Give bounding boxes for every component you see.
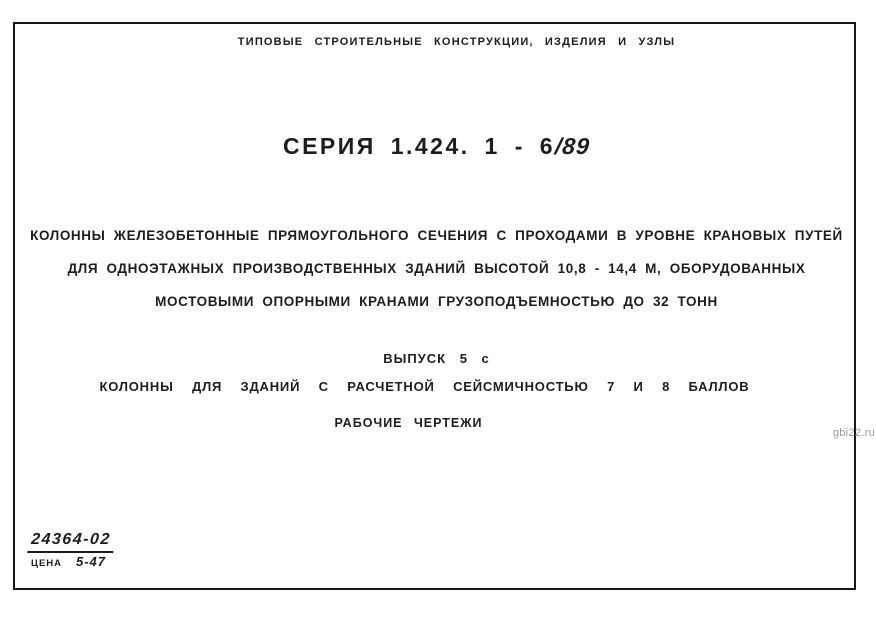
issue-subtitle: КОЛОННЫ ДЛЯ ЗДАНИЙ С РАСЧЕТНОЙ СЕЙСМИЧНОСТЬЮ 7 И 8 БАЛЛОВ (99, 379, 750, 394)
price-stamp (28, 531, 114, 569)
series-year-handwritten: /89 (553, 133, 592, 159)
issue-number: ВЫПУСК 5 с (383, 351, 490, 366)
price-label: ЦЕНА (31, 558, 62, 569)
price-value: 5-47 (76, 554, 107, 569)
title-line-2: ДЛЯ ОДНОЭТАЖНЫХ ПРОИЗВОДСТВЕННЫХ ЗДАНИЙ ВЫСОТОЙ 10,8 - 14,4 М, ОБОРУДОВАННЫХ (67, 261, 806, 276)
site-watermark: gbi22.ru (832, 427, 875, 439)
document-type-label: РАБОЧИЕ ЧЕРТЕЖИ (334, 416, 483, 430)
catalog-code: 24364-02 (27, 531, 114, 553)
document-main-title (15, 219, 858, 318)
series-title (15, 133, 858, 160)
document-category-header: ТИПОВЫЕ СТРОИТЕЛЬНЫЕ КОНСТРУКЦИИ, ИЗДЕЛИЯ И УЗЛЫ (237, 36, 676, 48)
series-number-printed: СЕРИЯ 1.424. 1 - 6 (282, 133, 556, 159)
price-row (28, 554, 114, 569)
title-line-1: КОЛОННЫ ЖЕЛЕЗОБЕТОННЫЕ ПРЯМОУГОЛЬНОГО СЕЧЕНИЯ С ПРОХОДАМИ В УРОВНЕ КРАНОВЫХ ПУТЕЙ (30, 228, 843, 243)
title-line-3: МОСТОВЫМИ ОПОРНЫМИ КРАНАМИ ГРУЗОПОДЪЕМНОСТЬЮ ДО 32 ТОНН (155, 294, 718, 309)
